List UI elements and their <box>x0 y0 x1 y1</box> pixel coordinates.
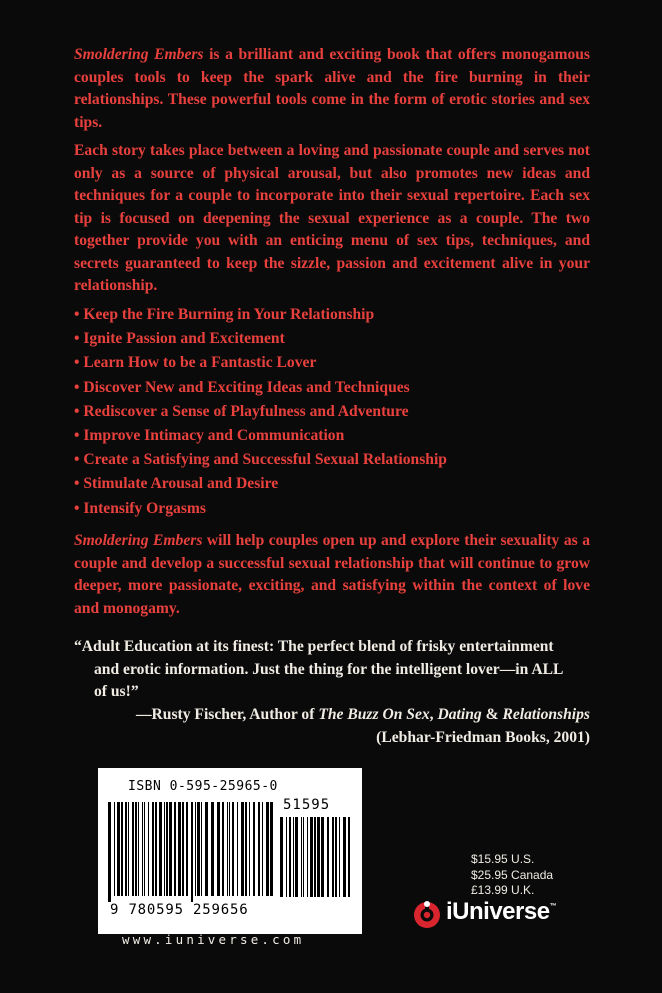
barcode-bar <box>121 802 123 896</box>
barcode-bar <box>155 802 157 896</box>
barcode-bar <box>293 817 294 897</box>
barcode-bar <box>222 802 224 896</box>
description-paragraph-1 <box>74 44 590 134</box>
barcode-bar <box>348 817 350 897</box>
barcode-bar <box>295 817 298 897</box>
price-us: $15.95 U.S. <box>471 852 535 866</box>
barcode-bar <box>301 817 302 897</box>
barcode-bar <box>142 802 143 896</box>
barcode-bar <box>307 817 308 897</box>
barcode-bar <box>335 817 337 897</box>
barcode-bar <box>258 802 260 896</box>
barcode-bar <box>289 817 291 897</box>
price-addon-label: 51595 <box>283 797 331 813</box>
benefit-item: • Intensify Orgasms <box>74 499 206 517</box>
closing-paragraph <box>74 530 590 620</box>
barcode-addon-image <box>280 817 352 903</box>
barcode-bar <box>197 802 200 896</box>
attribution-book-part: The Buzz On Sex <box>318 706 430 723</box>
barcode-bar <box>169 802 172 896</box>
barcode-bar <box>148 802 149 896</box>
barcode-bar <box>266 802 269 896</box>
price-uk: £13.99 U.K. <box>471 883 535 897</box>
barcode-bar <box>186 802 188 896</box>
barcode-bar <box>232 802 234 896</box>
barcode-bar <box>310 817 313 897</box>
barcode-bar <box>227 802 228 896</box>
testimonial-quote <box>74 636 594 704</box>
barcode-bar <box>138 802 139 896</box>
barcode-bar <box>191 802 193 902</box>
barcode-bar <box>332 817 334 897</box>
benefit-item: • Ignite Passion and Excitement <box>74 330 285 348</box>
barcode-bar <box>117 802 120 896</box>
barcode-bar <box>201 802 202 896</box>
barcode-bar <box>182 802 184 896</box>
barcode-bar <box>211 802 214 896</box>
barcode-bar <box>152 802 154 896</box>
wordmark-text: iUniverse <box>446 898 550 925</box>
testimonial-attribution <box>136 704 590 749</box>
barcode-bar <box>286 817 287 897</box>
barcode-bar <box>303 817 304 897</box>
barcode-bar <box>108 802 111 902</box>
barcode-bar <box>321 817 324 897</box>
barcode-bar <box>166 802 168 896</box>
barcode-bar <box>314 817 316 897</box>
description-text: is a brilliant and exciting book that offers monogamous couples tools to keep the spark alive and the fire burning in their relationships. These powerful tools come in the form of erotic stories and sex tips. <box>74 46 590 131</box>
book-title: Smoldering Embers <box>74 46 204 63</box>
barcode-bar <box>174 802 176 896</box>
quote-line-1: “Adult Education at its finest: The perfect blend of frisky entertainment <box>74 638 554 655</box>
price-list <box>471 852 553 899</box>
benefit-item: • Keep the Fire Burning in Your Relationship <box>74 306 375 323</box>
barcode-bar <box>178 802 181 896</box>
barcode-bar <box>237 802 238 896</box>
attribution-book-part: Relationships <box>502 706 590 723</box>
barcode-bar <box>343 817 346 897</box>
barcode-bar <box>339 817 340 897</box>
benefit-item: • Create a Satisfying and Successful Sexual Relationship <box>74 451 447 469</box>
benefit-item: • Rediscover a Sense of Playfulness and Adventure <box>74 402 409 420</box>
benefit-item: • Improve Intimacy and Communication <box>74 426 345 444</box>
description-paragraph-2: Each story takes place between a loving and passionate couple and serves not only as a source of physical arousal, but also promotes new ideas and techniques for a couple to incorporate into their sexual repertoire. Each sex tip is focused on deepening the sexual experience as a couple. The two together provide you with an enticing menu of sex tips, techniques, and secrets guaranteed to keep the sizzle, passion and excitement alive in your relationship. <box>74 142 590 294</box>
attribution-book-part: Dating <box>437 706 482 723</box>
barcode-bar <box>114 802 115 896</box>
barcode-bar <box>280 817 283 897</box>
barcode-bar <box>125 802 127 896</box>
quote-line-3: of us!” <box>94 683 139 700</box>
book-title: Smoldering Embers <box>74 532 203 549</box>
barcode-bar <box>229 802 230 896</box>
barcode-bar <box>205 802 208 896</box>
benefits-list <box>74 303 447 521</box>
barcode-main-image <box>108 802 276 902</box>
barcode-bar <box>317 817 320 897</box>
price-canada: $25.95 Canada <box>471 867 554 882</box>
barcode-bar <box>144 802 145 896</box>
isbn-label: ISBN 0-595-25965-0 <box>128 779 278 794</box>
barcode-bar <box>270 802 273 896</box>
ean-number: 9 780595 259656 <box>110 902 249 918</box>
barcode-bar <box>135 802 137 896</box>
barcode-bar <box>327 817 329 897</box>
barcode-bar <box>262 802 263 896</box>
publisher-url: www.iuniverse.com <box>122 932 305 947</box>
barcode-bar <box>132 802 134 896</box>
trademark-symbol: ™ <box>549 903 557 910</box>
barcode-bar <box>195 802 196 896</box>
benefit-item: • Learn How to be a Fantastic Lover <box>74 354 317 372</box>
iuniverse-mark-icon <box>412 899 442 929</box>
closing-text: will help couples open up and explore their sexuality as a couple and develop a successful sexual relationship that will continue to grow deeper, more passionate, exciting, and satisfying within the context of love and monogamy. <box>74 532 590 617</box>
attribution-publisher: (Lebhar-Friedman Books, 2001) <box>376 728 590 746</box>
barcode-bar <box>159 802 162 896</box>
attribution-separator: , <box>429 706 438 723</box>
barcode-bar <box>249 802 250 896</box>
barcode-bar <box>217 802 220 896</box>
benefit-item: • Discover New and Exciting Ideas and Techniques <box>74 378 410 396</box>
barcode-bar <box>245 802 247 896</box>
quote-line-2: and erotic information. Just the thing for the intelligent lover—in ALL <box>94 660 564 678</box>
barcode-bar <box>128 802 129 896</box>
barcode-bar <box>241 802 244 896</box>
barcode-bar <box>164 802 165 896</box>
barcode-bar <box>253 802 255 896</box>
attribution-author: —Rusty Fischer, Author of <box>135 706 319 723</box>
attribution-ampersand: & <box>481 706 503 723</box>
benefit-item: • Stimulate Arousal and Desire <box>74 475 279 493</box>
iuniverse-wordmark <box>446 898 556 926</box>
barcode-box <box>98 768 362 934</box>
